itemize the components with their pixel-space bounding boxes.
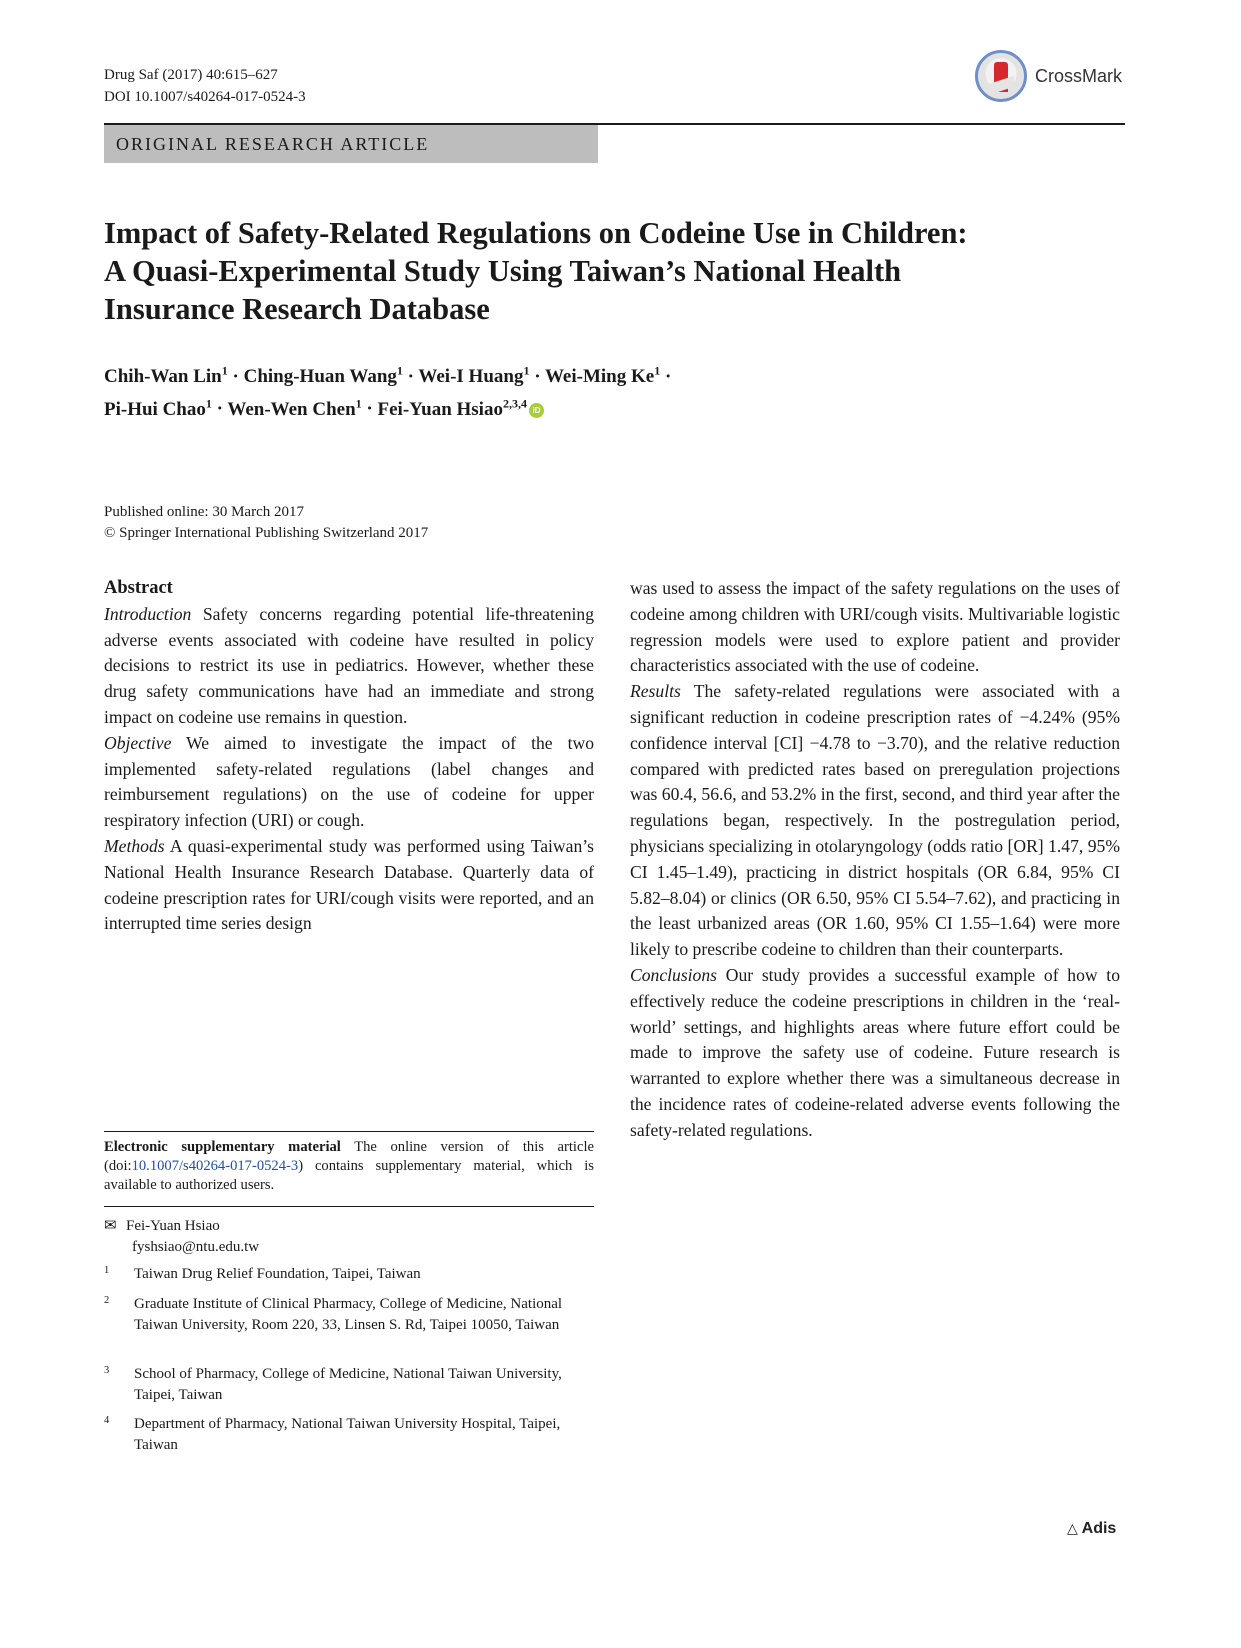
author[interactable]: Chih-Wan Lin$^1$ (104, 364, 228, 388)
abstract-methods: Methods A quasi-experimental study was performed using Taiwan’s National Health Insurance Research Database. Quarterly data of codeine prescription rates for URI/cough visits were reported, and an interrupted time series design (104, 835, 594, 934)
publication-info (104, 502, 428, 544)
correspondence (104, 1216, 594, 1258)
abstract-left-column (104, 576, 594, 937)
adis-triangle-icon: △ (1067, 1520, 1078, 1536)
author[interactable]: Pi-Hui Chao$^1$ (104, 396, 212, 420)
author[interactable]: Wen-Wen Chen$^1$ (227, 396, 362, 420)
affiliation-3: 3 School of Pharmacy, College of Medicine, National Taiwan University, Taipei, Taiwan (104, 1365, 562, 1403)
abstract-right-column (630, 576, 1120, 1144)
article-type-banner: ORIGINAL RESEARCH ARTICLE (104, 125, 598, 163)
crossmark-icon (975, 50, 1027, 102)
abstract-methods-continued: was used to assess the impact of the safety regulations on the uses of codeine among children with URI/cough visits. Multivariable logistic regression models were used to explore patient and provider characteristics associated with the use of codeine. (630, 578, 1120, 676)
title-line-3: Insurance Research Database (104, 292, 490, 326)
title-line-1: Impact of Safety-Related Regulations on Codeine Use in Children: (104, 216, 968, 250)
abstract-introduction: Introduction Safety concerns regarding potential life-threatening adverse events associated with codeine have resulted in policy decisions to restrict its use in pediatrics. However, whether these drug safety communications have had an immediate and strong impact on codeine use remains in question. (104, 603, 594, 727)
esm-doi-link[interactable]: 10.1007/s40264-017-0524-3 (131, 1158, 299, 1174)
abstract-results: Results The safety-related regulations were associated with a significant reduction in codeine prescription rates of −4.24% (95% confidence interval [CI] −4.78 to −3.70), and the relative reduction compared with predicted rates based on preregulation projections was 60.4, 56.6, and 53.2% in the first, second, and third year after the regulations began, respectively. In the postregulation period, physicians specializing in otolaryngology (odds ratio [OR] 1.47, 95% CI 1.45–1.49), practicing in district hospitals (OR 6.84, 95% CI 5.82–8.04) or clinics (OR 6.50, 95% CI 5.54–7.62), and practicing in the least urbanized areas (OR 1.60, 95% CI 1.55–1.64) were more likely to prescribe codeine to children than their counterparts. (630, 681, 1120, 960)
title-line-2: A Quasi-Experimental Study Using Taiwan’s National Health (104, 254, 902, 288)
corresponding-email[interactable]: fyshsiao@ntu.edu.tw (132, 1239, 260, 1255)
author[interactable]: Fei-Yuan Hsiao$^{2,3,4}$ (377, 396, 527, 420)
author[interactable]: Ching-Huan Wang$^1$ (243, 364, 403, 388)
abstract-conclusions: Conclusions Our study provides a successful example of how to effectively reduce the codeine prescriptions in children in the ‘real-world’ settings, and highlights areas where future effort could be made to improve the safety use of codeine. Future research is warranted to explore whether there was a simultaneous decrease in the incidence rates of codeine-related adverse events following the safety-related regulations. (630, 964, 1120, 1140)
publisher-logo (1067, 1520, 1116, 1538)
crossmark-badge[interactable] (975, 48, 1127, 106)
journal-line: Drug Saf (2017) 40:615–627 (104, 67, 278, 83)
abstract-heading: Abstract (104, 578, 173, 598)
published-date: Published online: 30 March 2017 (104, 504, 304, 520)
copyright-line: © Springer International Publishing Switzerland 2017 (104, 525, 429, 541)
esm-label: Electronic supplementary material (104, 1139, 341, 1155)
doi-line: DOI 10.1007/s40264-017-0524-3 (104, 89, 306, 105)
envelope-icon: ✉ (104, 1218, 117, 1234)
affiliation-4: 4 Department of Pharmacy, National Taiwan University Hospital, Taipei, Taiwan (104, 1415, 561, 1453)
corresponding-author: Fei-Yuan Hsiao (126, 1218, 220, 1234)
author[interactable]: Wei-I Huang$^1$ (418, 364, 530, 388)
publisher-name: Adis (1081, 1520, 1117, 1537)
esm-rule (104, 1131, 594, 1132)
article-title (104, 214, 1104, 328)
author-list: Chih-Wan Lin$^1$ · Ching-Huan Wang$^1$ · Wei-I Huang$^1$ · Wei-Ming $Ke^1$ · Pi-Hui Chao$^1$ · Wen-Wen Chen$^1$ · Fei-Yuan Hsiao$^{2,3,4}$ iD (104, 364, 672, 420)
affiliation-2: 2 Graduate Institute of Clinical Pharmacy, College of Medicine, National Taiwan University, Room 220, 33, Linsen S. Rd, Taipei 10050, Taiwan (104, 1295, 563, 1333)
supplementary-note: Electronic supplementary material The online version of this article (doi:10.1007/s40264-017-0524-3) contains supplementary material, which is available to authorized users. (104, 1139, 594, 1193)
crossmark-label: CrossMark (1035, 66, 1123, 86)
orcid-icon[interactable]: iD (529, 403, 544, 418)
correspondence-rule (104, 1206, 594, 1207)
journal-citation (104, 64, 306, 108)
abstract-objective: Objective We aimed to investigate the impact of the two implemented safety-related regulations (label changes and reimbursement regulations) on the use of codeine for upper respiratory infection (URI) or cough. (104, 732, 594, 831)
author[interactable]: Wei-Ming Ke$^1$ (544, 364, 661, 388)
affiliation-1: 1 Taiwan Drug Relief Foundation, Taipei, Taiwan (104, 1265, 421, 1282)
